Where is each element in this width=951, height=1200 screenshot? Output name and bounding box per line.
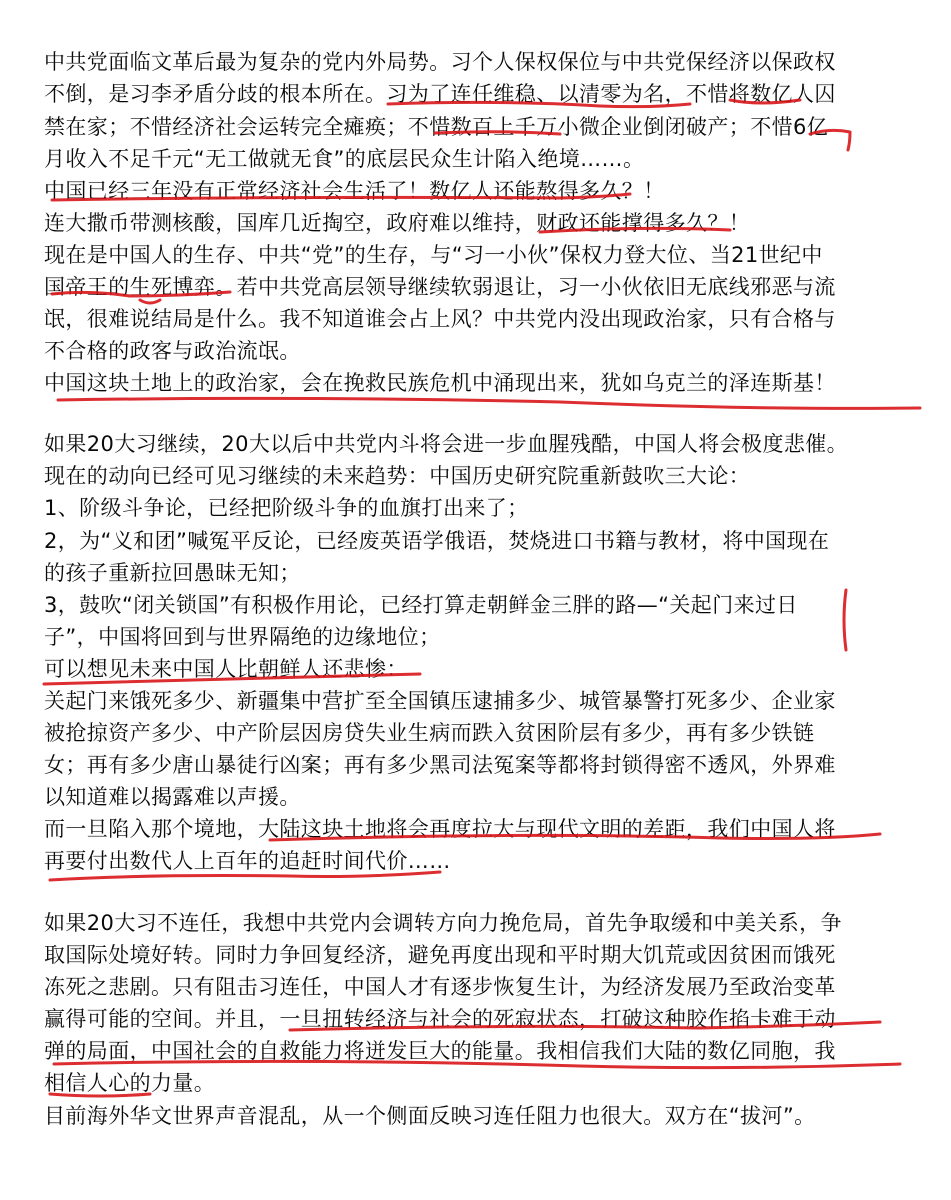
text-line: 可以想见未来中国人比朝鲜人还悲惨： <box>44 657 408 681</box>
text-line: 1、阶级斗争论，已经把阶级斗争的血旗打出来了； <box>44 496 529 520</box>
text-line: 冻死之悲剧。只有阻击习连任，中国人才有逐步恢复生计，为经济发展乃至政治变革 <box>44 975 836 999</box>
text-line: 女；再有多少唐山暴徒行凶案；再有多少黑司法冤案等都将封锁得密不透风，外界难 <box>44 753 836 777</box>
text-line: 现在的动向已经可见习继续的未来趋势：中国历史研究院重新鼓吹三大论： <box>44 464 751 488</box>
text-line: 弹的局面，中国社会的自救能力将迸发巨大的能量。我相信我们大陆的数亿同胞，我 <box>44 1039 836 1063</box>
text-line: 2，为“义和团”喊冤平反论，已经废英语学俄语，焚烧进口书籍与教材，将中国现在 <box>44 529 830 553</box>
text-line: 现在是中国人的生存、中共“党”的生存，与“习一小伙”保权力登大位、当21世纪中 <box>44 243 823 267</box>
text-line: 相信人心的力量。 <box>44 1071 216 1095</box>
text-line: 连大撒币带测核酸，国库几近掏空，政府难以维持，财政还能撑得多久？！ <box>44 211 751 235</box>
text-line: 取国际处境好转。同时力争回复经济，避免再度出现和平时期大饥荒或因贫困而饿死 <box>44 943 836 967</box>
text-line: 子”，中国将回到与世界隔绝的边缘地位； <box>44 625 441 649</box>
text-line: 目前海外华文世界声音混乱，从一个侧面反映习连任阻力也很大。双方在“拔河”。 <box>44 1104 816 1128</box>
text-line: 禁在家；不惜经济社会运转完全瘫痪；不惜数百上千万小微企业倒闭破产；不惜6亿 <box>44 115 829 139</box>
text-line: 再要付出数代人上百年的追赶时间代价…… <box>44 849 451 873</box>
text-line: 国帝王的生死博弈。若中共党高层领导继续软弱退让，习一小伙依旧无底线邪恶与流 <box>44 275 836 299</box>
text-line: 氓，很难说结局是什么。我不知道谁会占上风？中共党内没出现政治家，只有合格与 <box>44 307 836 331</box>
text-line: 赢得可能的空间。并且，一旦扭转经济与社会的死寂状态，打破这种胶作掐卡难于动 <box>44 1007 836 1031</box>
text-line: 的孩子重新拉回愚昧无知； <box>44 561 301 585</box>
text-line: 3，鼓吹“闭关锁国”有积极作用论，已经打算走朝鲜金三胖的路—“关起门来过日 <box>44 593 798 617</box>
text-line: 如果20大习不连任，我想中共党内会调转方向力挽危局，首先争取缓和中美关系，争 <box>44 911 842 935</box>
text-line: 而一旦陷入那个境地，大陆这块土地将会再度拉大与现代文明的差距，我们中国人将 <box>44 817 836 841</box>
text-line: 中国这块土地上的政治家，会在挽救民族危机中涌现出来，犹如乌克兰的泽连斯基！ <box>44 371 836 395</box>
text-line: 如果20大习继续，20大以后中共党内斗将会进一步血腥残酷，中国人将会极度悲催。 <box>44 432 849 456</box>
text-line: 被抢掠资产多少、中产阶层因房贷失业生病而跌入贫困阶层有多少，再有多少铁链 <box>44 721 815 745</box>
underline-mark <box>58 398 920 408</box>
text-line: 月收入不足千元“无工做就无食”的底层民众生计陷入绝境……。 <box>44 147 645 171</box>
text-line: 不合格的政客与政治流氓。 <box>44 339 301 363</box>
text-line: 中共党面临文革后最为复杂的党内外局势。习个人保权保位与中共党保经济以保政权 <box>44 50 836 74</box>
text-line: 不倒，是习李矛盾分歧的根本所在。习为了连任维稳、以清零为名，不惜将数亿人囚 <box>44 82 836 106</box>
text-line: 中国已经三年没有正常经济社会生活了！数亿人还能熬得多久？！ <box>44 179 665 203</box>
text-line: 关起门来饿死多少、新疆集中营扩至全国镇压逮捕多少、城管暴警打死多少、企业家 <box>44 689 836 713</box>
text-line: 以知道难以揭露难以声援。 <box>44 785 301 809</box>
